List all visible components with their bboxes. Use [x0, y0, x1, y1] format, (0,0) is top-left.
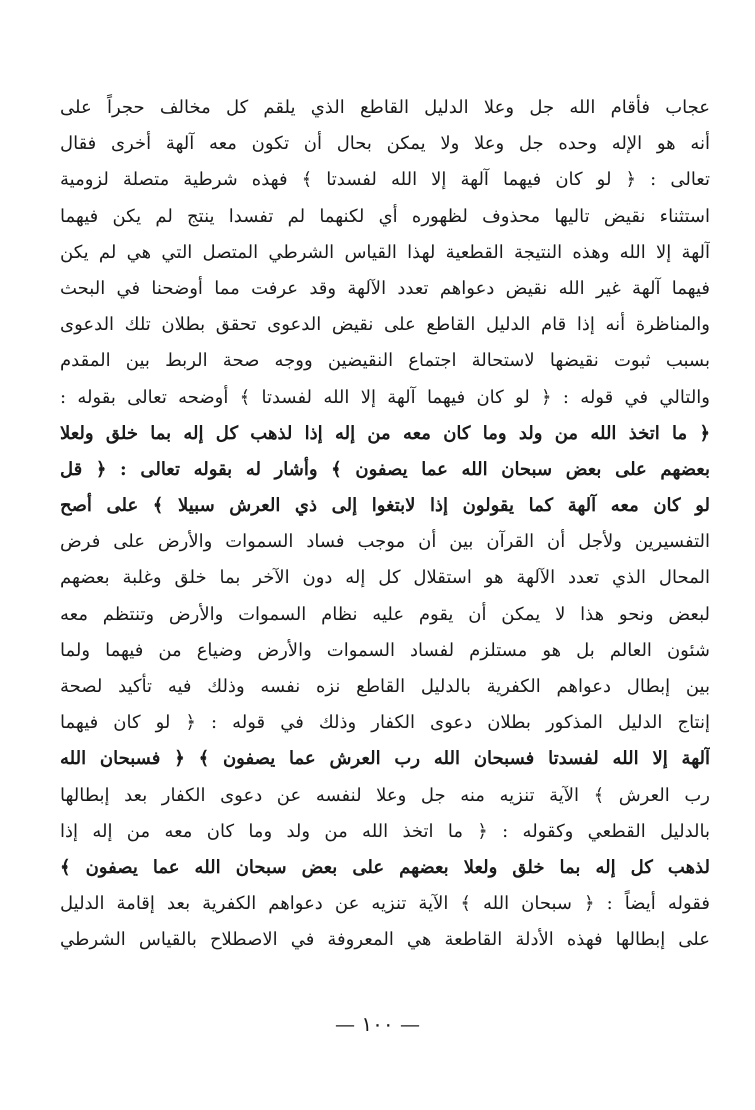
page-number: — ١٠٠ —: [335, 1012, 420, 1036]
text-line: تعالى : ﴿ لو كان فيهما آلهة إلا الله لفسدتا ﴾ فهذه شرطية متصلة لزومية: [60, 169, 710, 191]
quran-verse-line: لو كان معه آلهة كما يقولون إذا لابتغوا إلى ذي العرش سبيلا ﴾ على أصح: [60, 495, 710, 517]
text-line: رب العرش ﴾ الآية تنزيه منه جل وعلا لنفسه عن دعوى الكفار بعد إبطالها: [60, 784, 710, 806]
quran-verse-line: بعضهم على بعض سبحان الله عما يصفون ﴾ وأشار له بقوله تعالى : ﴿ قل: [60, 458, 710, 480]
text-line: المحال الذي تعدد الآلهة هو استقلال كل إله دون الآخر بما خلق وغلبة بعضهم: [60, 567, 710, 589]
text-line: التفسيرين ولأجل أن القرآن بين أن موجب فساد السموات والأرض على فرض: [60, 531, 710, 553]
text-line: بسبب ثبوت نقيضها لاستحالة اجتماع النقيضين ووجه صحة الربط بين المقدم: [60, 350, 710, 372]
text-line: فيهما آلهة غير الله نقيض دعواهم تعدد الآلهة وقد عرفت مما أوضحنا في البحث: [60, 277, 710, 299]
text-line: فقوله أيضاً : ﴿ سبحان الله ﴾ الآية تنزيه عن دعواهم الكفرية بعد إقامة الدليل: [60, 893, 710, 915]
body-text: [60, 90, 710, 959]
quran-verse-line: آلهة إلا الله لفسدتا فسبحان الله رب العرش عما يصفون ﴾ ﴿ فسبحان الله: [60, 748, 710, 770]
text-line: على إبطالها فهذه الأدلة القاطعة هي المعروفة في الاصطلاح بالقياس الشرطي: [60, 929, 710, 951]
text-line: آلهة إلا الله وهذه النتيجة القطعية لهذا القياس الشرطي المتصل التي هي لم يكن: [60, 241, 710, 263]
text-line: بالدليل القطعي وكقوله : ﴿ ما اتخذ الله من ولد وما كان معه من إله إذا: [60, 820, 710, 842]
text-line: أنه هو الإله وحده جل وعلا ولا يمكن بحال أن تكون معه آلهة أخرى فقال: [60, 133, 710, 155]
quran-verse-line: لذهب كل إله بما خلق ولعلا بعضهم على بعض سبحان الله عما يصفون ﴾: [60, 856, 710, 878]
text-line: استثناء نقيض تاليها محذوف لظهوره أي لكنهما لم تفسدا ينتج لم يكن فيهما: [60, 205, 710, 227]
text-line: والمناظرة أنه إذا قام الدليل القاطع على نقيض الدعوى تحقق بطلان تلك الدعوى: [60, 314, 710, 336]
text-line: لبعض ونحو هذا لا يمكن أن يقوم عليه نظام السموات والأرض وتنتظم معه: [60, 603, 710, 625]
text-line: إنتاج الدليل المذكور بطلان دعوى الكفار وذلك في قوله : ﴿ لو كان فيهما: [60, 712, 710, 734]
text-line: والتالي في قوله : ﴿ لو كان فيهما آلهة إلا الله لفسدتا ﴾ أوضحه تعالى بقوله :: [60, 386, 710, 408]
text-line: شئون العالم بل هو مستلزم لفساد السموات والأرض وضياع من فيهما ولما: [60, 639, 710, 661]
text-line: عجاب فأقام الله جل وعلا الدليل القاطع الذي يلقم كل مخالف حجراً على: [60, 97, 710, 118]
text-line: بين إبطال دعواهم الكفرية بالدليل القاطع نزه نفسه وذلك فيه تأكيد لصحة: [60, 676, 710, 697]
quran-verse-line: ﴿ ما اتخذ الله من ولد وما كان معه من إله إذا لذهب كل إله بما خلق ولعلا: [60, 422, 710, 444]
